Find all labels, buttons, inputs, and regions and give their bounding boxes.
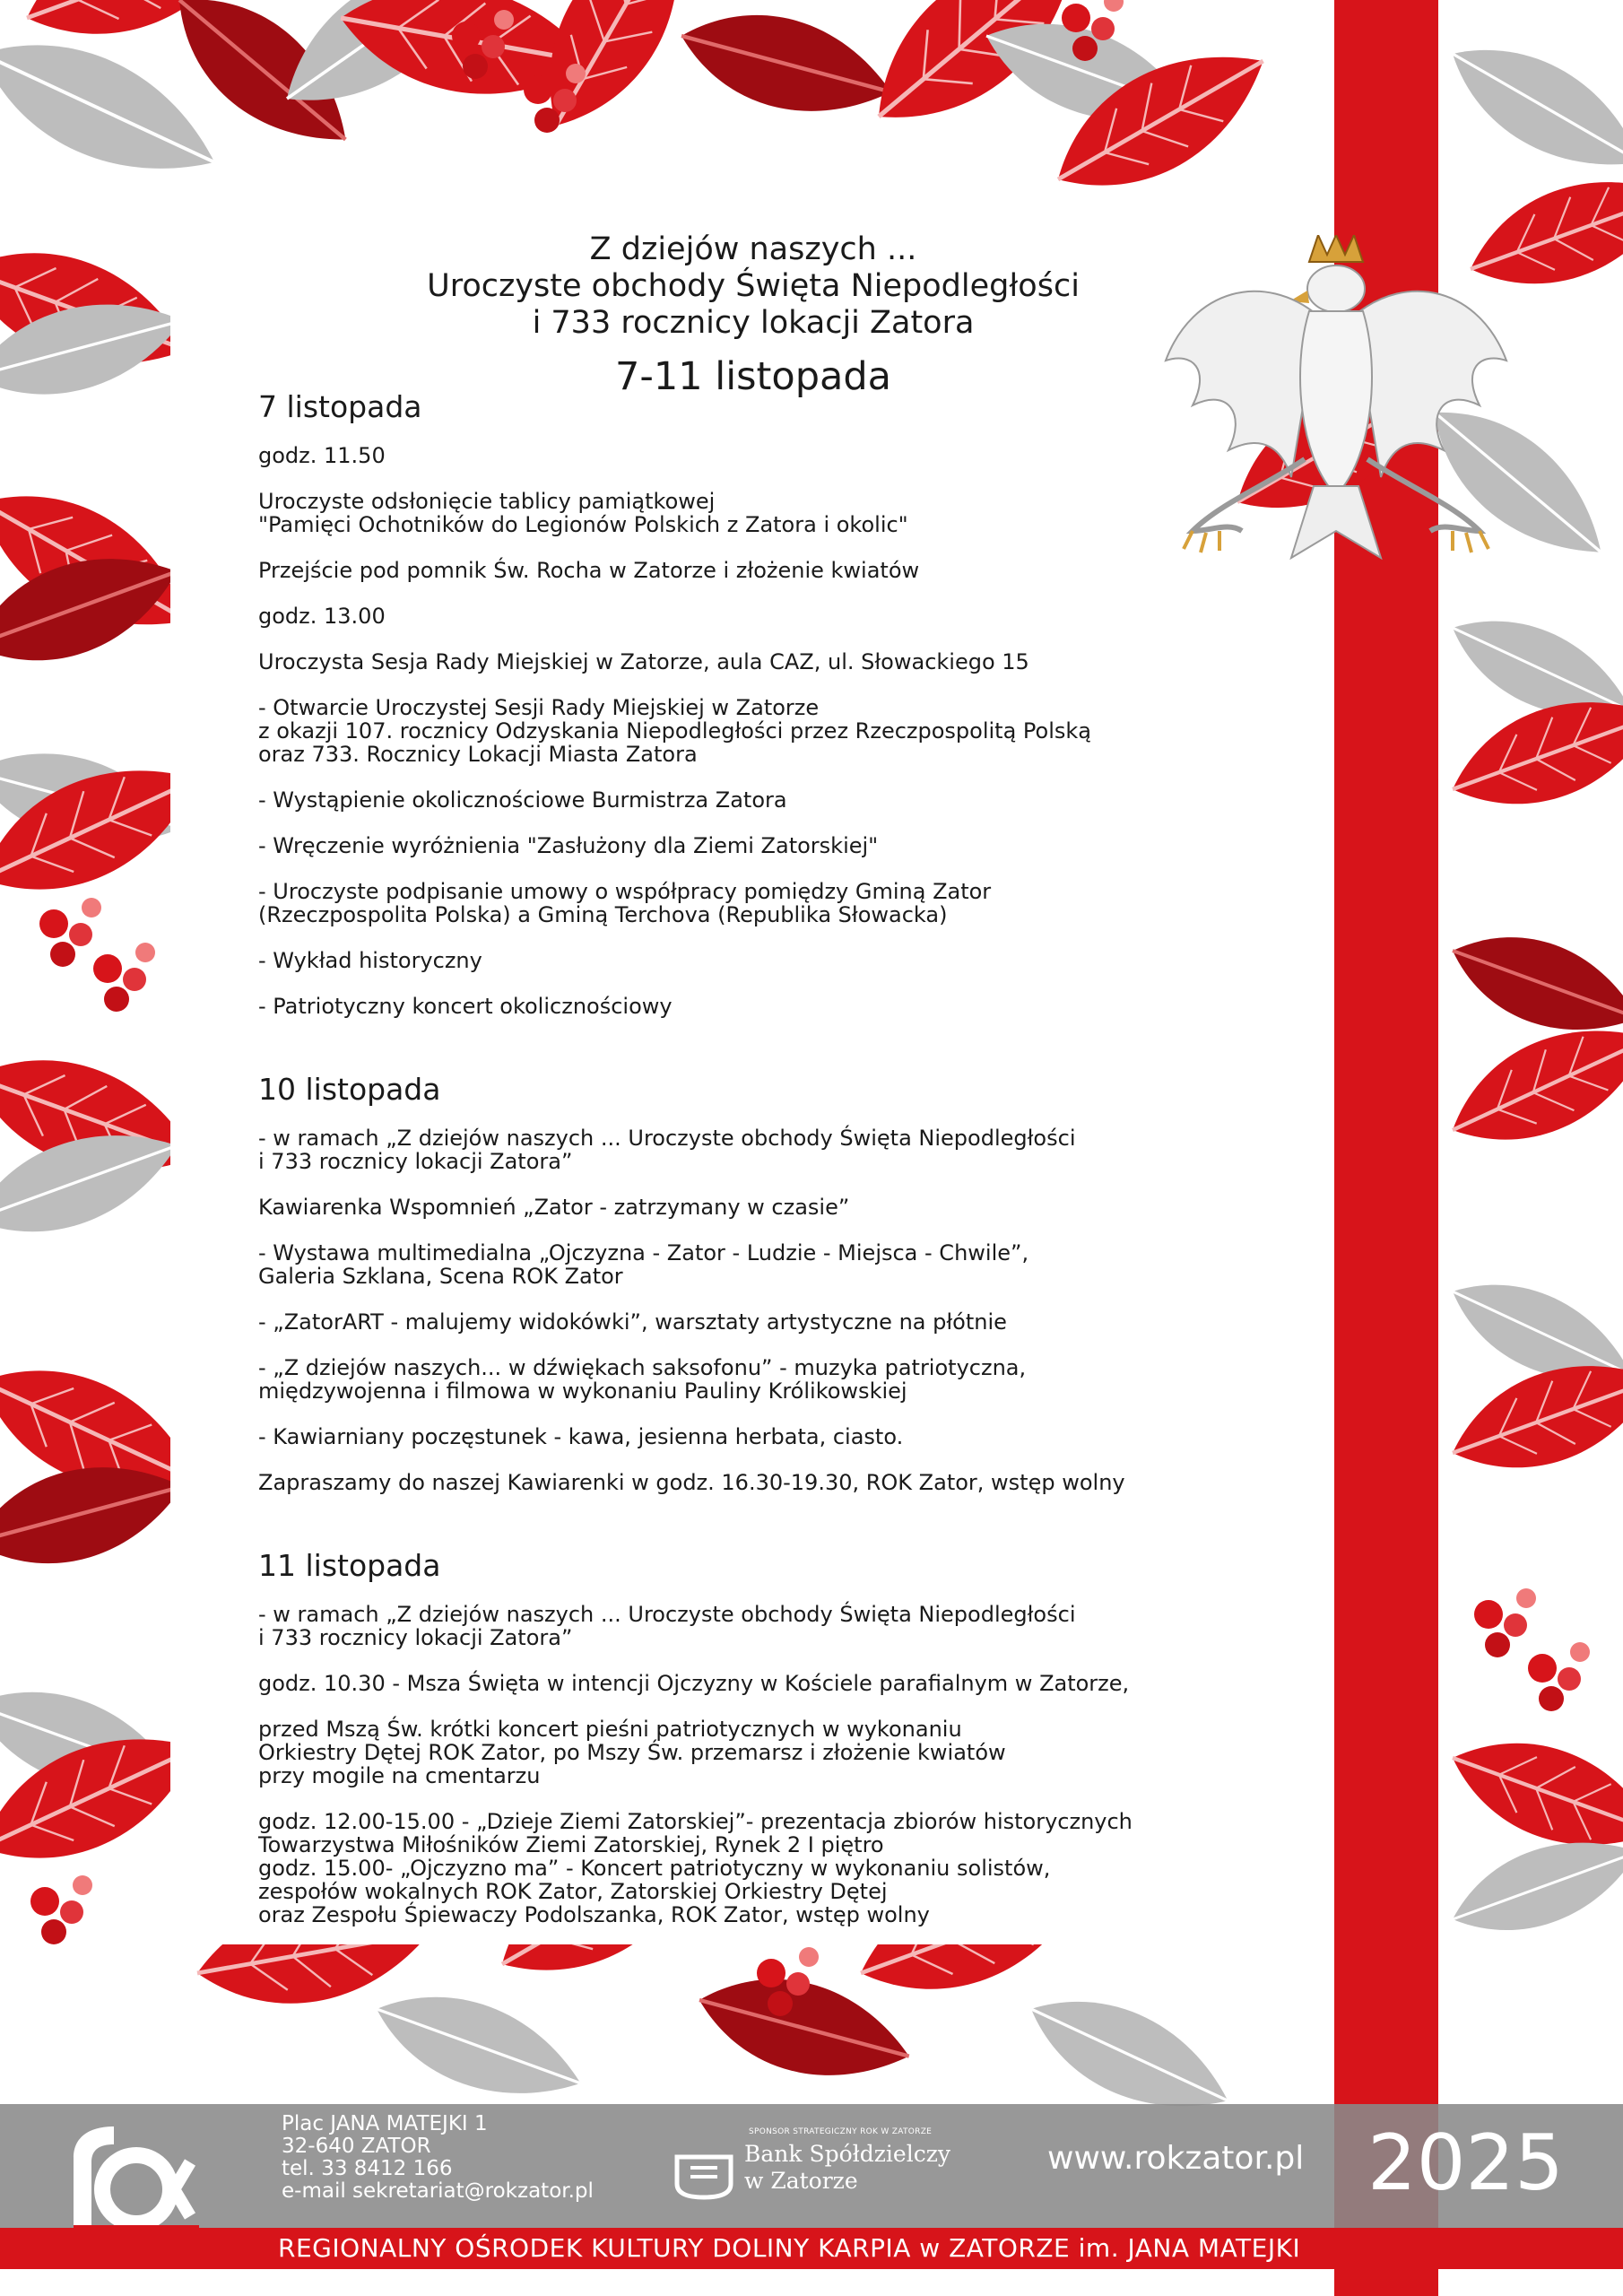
address-line1: Plac JANA MATEJKI 1 xyxy=(282,2112,488,2135)
program-item: godz. 13.00 xyxy=(258,604,386,629)
program-item: przed Mszą Św. krótki koncert pieśni patriotycznych w wykonaniu Orkiestry Dętej ROK Zator, po Mszy Św. przemarsz i złożenie kwiatów przy mogile na cmentarzu xyxy=(258,1717,1006,1788)
sponsor-label: SPONSOR STRATEGICZNY ROK W ZATORZE xyxy=(749,2127,933,2136)
program-item: godz. 10.30 - Msza Święta w intencji Ojczyzny w Kościele parafialnym w Zatorze, xyxy=(258,1671,1130,1696)
bank-logo xyxy=(673,2148,735,2202)
program-item: - Wystawa multimedialna „Ojczyzna - Zator - Ludzie - Miejsca - Chwile”, Galeria Szklana, Scena ROK Zator xyxy=(258,1240,1029,1289)
email: e-mail sekretariat@rokzator.pl xyxy=(282,2179,594,2203)
event-header xyxy=(170,231,1336,399)
year: 2025 xyxy=(1367,2118,1564,2208)
program-item: - Uroczyste podpisanie umowy o współpracy pomiędzy Gminą Zator (Rzeczpospolita Polska) a Gminą Terchova (Republika Słowacka) xyxy=(258,879,992,927)
program-item: - Wręczenie wyróżnienia "Zasłużony dla Ziemi Zatorskiej" xyxy=(258,833,879,858)
program-item: - w ramach „Z dziejów naszych ... Uroczyste obchody Święta Niepodległości i 733 rocznicy lokacji Zatora” xyxy=(258,1126,1076,1174)
program-item: godz. 11.50 xyxy=(258,443,386,468)
program-content xyxy=(258,390,1209,1949)
program-item: - Wykład historyczny xyxy=(258,948,482,973)
bank-line2: w Zatorze xyxy=(744,2168,858,2194)
header-line2: Uroczyste obchody Święta Niepodległości xyxy=(427,268,1080,304)
bank-name xyxy=(744,2141,950,2195)
contact-info xyxy=(282,2113,594,2203)
program-item: godz. 12.00-15.00 - „Dzieje Ziemi Zatorskiej”- prezentacja zbiorów historycznych Towarzystwa Miłośników Ziemi Zatorskiej, Rynek 2 I piętro godz. 15.00- „Ojczyzno ma” - Koncert patriotyczny w wykonaniu solistów, zespołów wokalnych ROK Zator, Zatorskiej Orkiestry Dętej oraz Zespołu Śpiewaczy Podolszanka, ROK Zator, wstęp wolny xyxy=(258,1809,1133,1927)
program-item: - „Z dziejów naszych... w dźwiękach saksofonu” - muzyka patriotyczna, międzywojenna i filmowa w wykonaniu Pauliny Królikowskiej xyxy=(258,1355,1027,1404)
header-line1: Z dziejów naszych ... xyxy=(589,231,917,267)
program-item: - Wystąpienie okolicznościowe Burmistrza Zatora xyxy=(258,787,787,813)
website-link[interactable]: www.rokzator.pl xyxy=(1047,2140,1305,2177)
rok-logo xyxy=(65,2122,199,2239)
program-item: - Patriotyczny koncert okolicznościowy xyxy=(258,994,673,1019)
day-heading: 7 listopada xyxy=(258,389,422,424)
phone: tel. 33 8412 166 xyxy=(282,2157,453,2180)
institution-name: REGIONALNY OŚRODEK KULTURY DOLINY KARPIA w ZATORZE im. JANA MATEJKI xyxy=(278,2233,1301,2263)
day-heading: 11 listopada xyxy=(258,1548,441,1583)
day-heading: 10 listopada xyxy=(258,1072,441,1107)
program-item: - Kawiarniany poczęstunek - kawa, jesienna herbata, ciasto. xyxy=(258,1424,904,1449)
program-item: Kawiarenka Wspomnień „Zator - zatrzymany w czasie” xyxy=(258,1195,850,1220)
program-item: Uroczyste odsłonięcie tablicy pamiątkowej "Pamięci Ochotników do Legionów Polskich z Zatora i okolic" xyxy=(258,489,908,537)
address-line2: 32-640 ZATOR xyxy=(282,2135,431,2158)
header-dates: 7-11 listopada xyxy=(614,354,891,399)
bank-line1: Bank Spółdzielczy xyxy=(744,2141,951,2167)
program-item: Zapraszamy do naszej Kawiarenki w godz. 16.30-19.30, ROK Zator, wstęp wolny xyxy=(258,1470,1125,1495)
program-item: - Otwarcie Uroczystej Sesji Rady Miejskiej w Zatorze z okazji 107. rocznicy Odzyskania Niepodległości przez Rzeczpospolitą Polską oraz 733. Rocznicy Lokacji Miasta Zatora xyxy=(258,695,1092,767)
program-item: Przejście pod pomnik Św. Rocha w Zatorze i złożenie kwiatów xyxy=(258,558,920,583)
program-item: Uroczysta Sesja Rady Miejskiej w Zatorze, aula CAZ, ul. Słowackiego 15 xyxy=(258,649,1029,674)
program-item: - „ZatorART - malujemy widokówki”, warsztaty artystyczne na płótnie xyxy=(258,1309,1007,1335)
program-item: - w ramach „Z dziejów naszych ... Uroczyste obchody Święta Niepodległości i 733 rocznicy lokacji Zatora” xyxy=(258,1602,1076,1650)
header-line3: i 733 rocznicy lokacji Zatora xyxy=(532,305,975,341)
